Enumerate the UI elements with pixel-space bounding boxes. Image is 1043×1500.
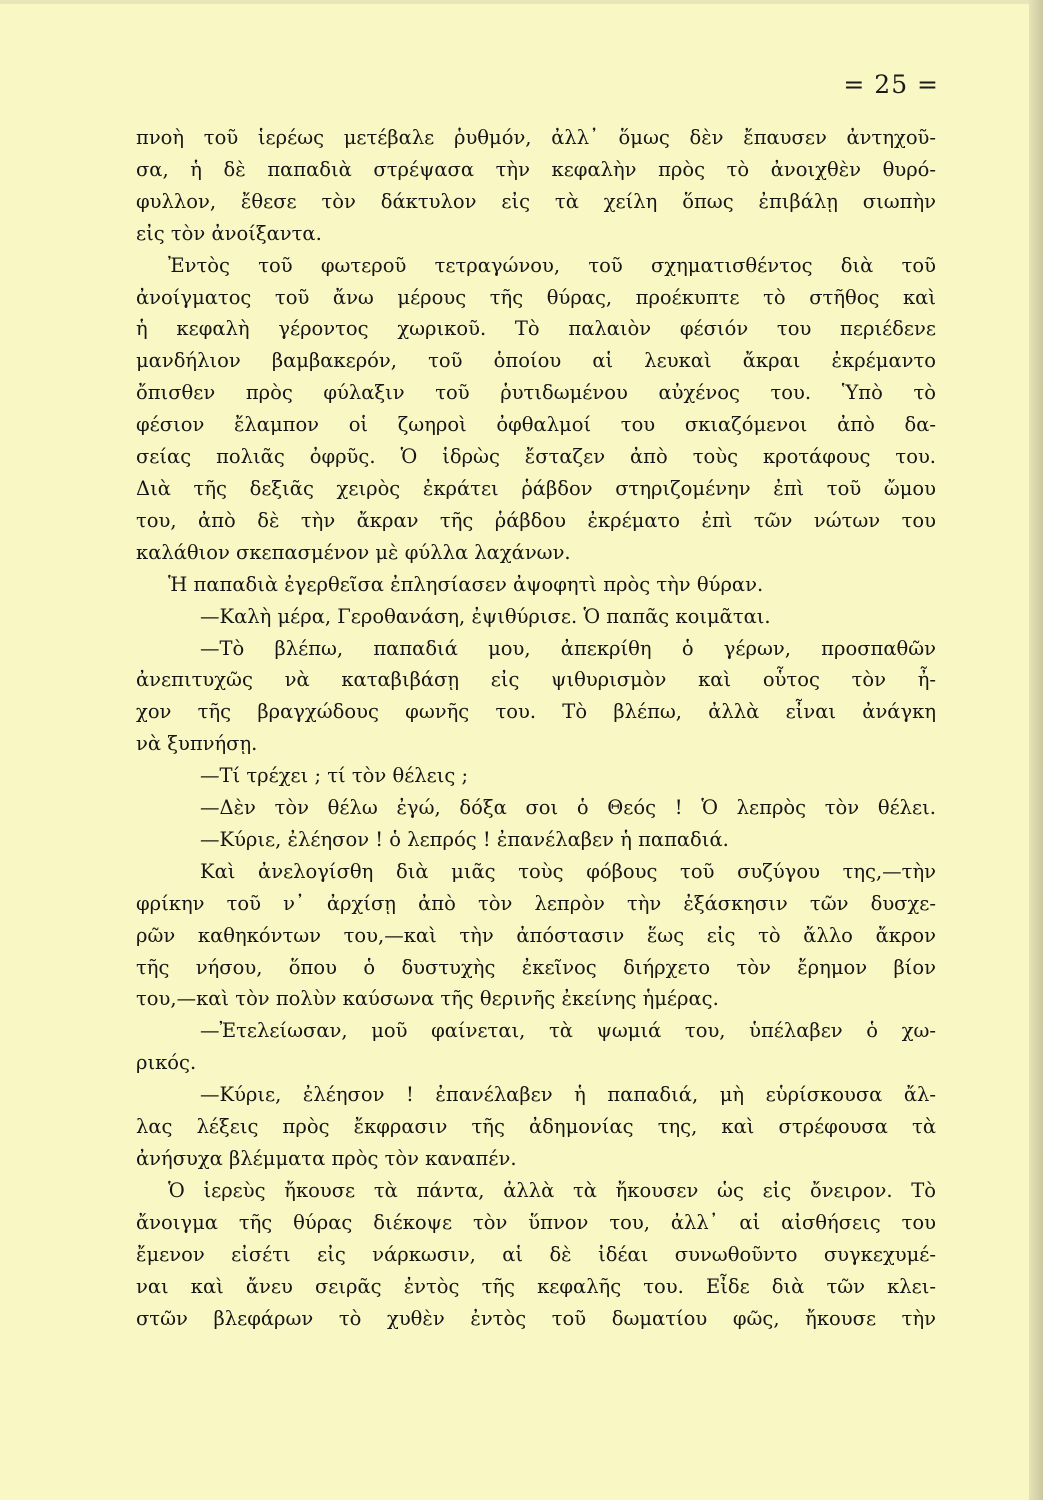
text-line: —Ἐτελείωσαν, μοῦ φαίνεται, τὰ ψωμιά του, ὑπέλαβεν ὁ χω-: [200, 1019, 936, 1043]
text-line: μανδήλιον βαμβακερόν, τοῦ ὁποίου αἱ λευκαὶ ἄκραι ἐκρέμαντο: [136, 349, 936, 373]
text-line: Ὁ ἱερεὺς ἤκουσε τὰ πάντα, ἀλλὰ τὰ ἤκουσεν ὡς εἰς ὄνειρον. Τὸ: [168, 1178, 936, 1202]
text-line: χον τῆς βραγχώδους φωνῆς του. Τὸ βλέπω, ἀλλὰ εἶναι ἀνάγκη: [136, 700, 936, 724]
text-line: —Δὲν τὸν θέλω ἐγώ, δόξα σοι ὁ Θεός ! Ὁ λεπρὸς τὸν θέλει.: [200, 796, 936, 820]
text-line: —Τὸ βλέπω, παπαδιά μου, ἀπεκρίθη ὁ γέρων, προσπαθῶν: [200, 636, 936, 660]
text-line: ὄπισθεν πρὸς φύλαξιν τοῦ ῥυτιδωμένου αὐχένος του. Ὑπὸ τὸ: [136, 381, 936, 405]
text-line: του, ἀπὸ δὲ τὴν ἄκραν τῆς ῥάβδου ἐκρέματο ἐπὶ τῶν νώτων του: [136, 508, 936, 532]
text-line: Ἐντὸς τοῦ φωτεροῦ τετραγώνου, τοῦ σχηματισθέντος διὰ τοῦ: [168, 253, 936, 277]
text-line: τῆς νήσου, ὅπου ὁ δυστυχὴς ἐκεῖνος διήρχετο τὸν ἔρημον βίον: [136, 955, 936, 979]
text-line: φέσιον ἔλαμπον οἱ ζωηροὶ ὀφθαλμοί του σκιαζόμενοι ἀπὸ δα-: [136, 413, 936, 437]
text-line: Καὶ ἀνελογίσθη διὰ μιᾶς τοὺς φόβους τοῦ συζύγου της,—τὴν: [200, 859, 936, 883]
text-line: ἀνεπιτυχῶς νὰ καταβιβάσῃ εἰς ψιθυρισμὸν καὶ οὗτος τὸν ἦ-: [136, 668, 936, 692]
text-line: σα, ἡ δὲ παπαδιὰ στρέψασα τὴν κεφαλὴν πρὸς τὸ ἀνοιχθὲν θυρό-: [136, 157, 936, 181]
text-line: φυλλον, ἔθεσε τὸν δάκτυλον εἰς τὰ χείλη ὅπως ἐπιβάλῃ σιωπὴν: [136, 189, 936, 213]
text-line: —Τί τρέχει ; τί τὸν θέλεις ;: [200, 764, 469, 788]
page-top-edge: [0, 0, 1043, 4]
text-line: ἄνοιγμα τῆς θύρας διέκοψε τὸν ὕπνον του, ἀλλ᾿ αἱ αἰσθήσεις του: [136, 1210, 936, 1234]
text-line: νὰ ξυπνήσῃ.: [136, 732, 258, 756]
text-line: ρικός.: [136, 1051, 197, 1075]
page-number: = 25 =: [843, 70, 939, 99]
text-line: ἡ κεφαλὴ γέροντος χωρικοῦ. Τὸ παλαιὸν φέσιόν του περιέδενε: [136, 317, 936, 341]
text-line: στῶν βλεφάρων τὸ χυθὲν ἐντὸς τοῦ δωματίου φῶς, ἤκουσε τὴν: [136, 1306, 936, 1330]
text-line: —Κύριε, ἐλέησον ! ἐπανέλαβεν ἡ παπαδιά, μὴ εὑρίσκουσα ἄλ-: [200, 1083, 936, 1107]
text-line: ναι καὶ ἄνευ σειρᾶς ἐντὸς τῆς κεφαλῆς του. Εἶδε διὰ τῶν κλει-: [136, 1274, 936, 1298]
text-line: φρίκην τοῦ ν᾿ ἀρχίσῃ ἀπὸ τὸν λεπρὸν τὴν ἐξάσκησιν τῶν δυσχε-: [136, 891, 936, 915]
page-right-edge: [1029, 0, 1043, 1500]
body-text: [136, 122, 936, 1334]
text-line: λας λέξεις πρὸς ἔκφρασιν τῆς ἀδημονίας της, καὶ στρέφουσα τὰ: [136, 1115, 936, 1139]
text-line: εἰς τὸν ἀνοίξαντα.: [136, 221, 322, 245]
text-line: ἀνήσυχα βλέμματα πρὸς τὸν καναπέν.: [136, 1147, 517, 1170]
text-line: ἀνοίγματος τοῦ ἄνω μέρους τῆς θύρας, προέκυπτε τὸ στῆθος καὶ: [136, 285, 936, 309]
text-line: —Καλὴ μέρα, Γεροθανάση, ἐψιθύρισε. Ὁ παπᾶς κοιμᾶται.: [200, 604, 771, 628]
text-line: ἔμενον εἰσέτι εἰς νάρκωσιν, αἱ δὲ ἰδέαι συνωθοῦντο συγκεχυμέ-: [136, 1242, 936, 1266]
text-line: —Κύριε, ἐλέησον ! ὁ λεπρός ! ἐπανέλαβεν ἡ παπαδιά.: [200, 827, 729, 851]
text-line: καλάθιον σκεπασμένον μὲ φύλλα λαχάνων.: [136, 540, 571, 564]
text-line: σείας πολιᾶς ὀφρῦς. Ὁ ἱδρὼς ἔσταζεν ἀπὸ τοὺς κροτάφους του.: [136, 445, 936, 469]
text-line: του,—καὶ τὸν πολὺν καύσωνα τῆς θερινῆς ἐκείνης ἡμέρας.: [136, 987, 719, 1011]
text-line: πνοὴ τοῦ ἱερέως μετέβαλε ῥυθμόν, ἀλλ᾿ ὅμως δὲν ἔπαυσεν ἀντηχοῦ-: [136, 126, 936, 149]
text-line: Διὰ τῆς δεξιᾶς χειρὸς ἐκράτει ῥάβδον στηριζομένην ἐπὶ τοῦ ὤμου: [136, 476, 936, 500]
text-line: Ἡ παπαδιὰ ἐγερθεῖσα ἐπλησίασεν ἀψοφητὶ πρὸς τὴν θύραν.: [168, 572, 764, 596]
text-line: ρῶν καθηκόντων του,—καὶ τὴν ἀπόστασιν ἕως εἰς τὸ ἄλλο ἄκρον: [136, 923, 936, 947]
